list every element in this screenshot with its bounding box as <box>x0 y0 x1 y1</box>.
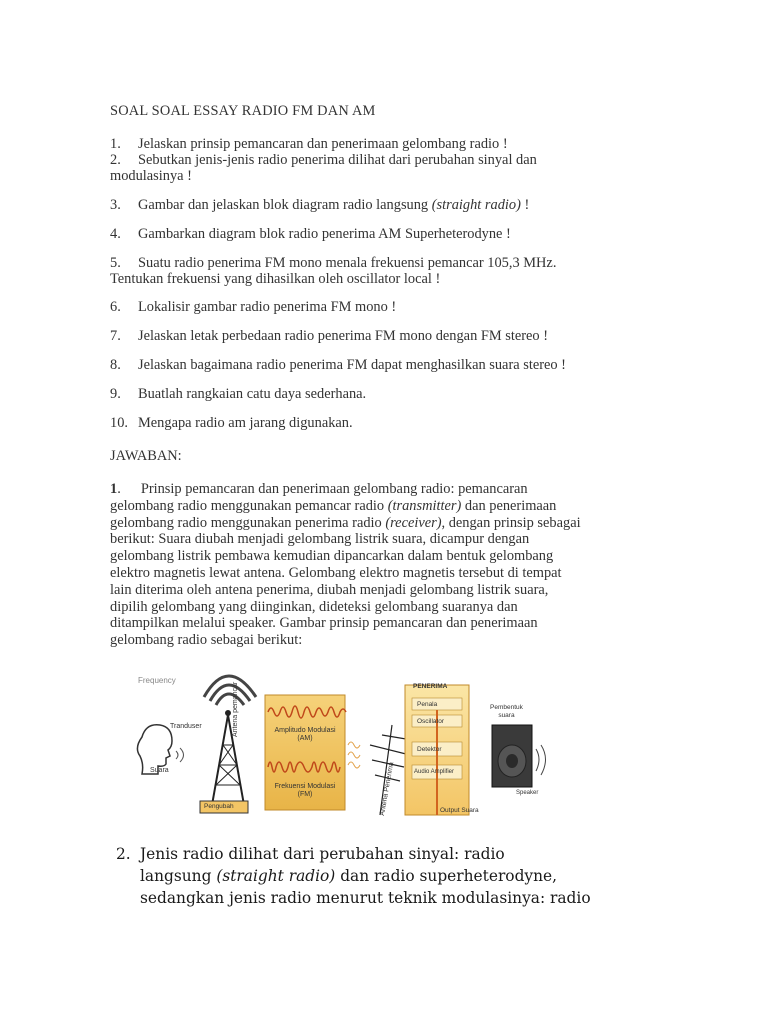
figure-label-pengubah: Pengubah <box>204 803 234 810</box>
figure-label-output-suara: Output Suara <box>440 807 479 814</box>
answer-2-line-2: langsung (straight radio) dan radio superheterodyne, <box>140 867 558 885</box>
question-3: 3. Gambar dan jelaskan blok diagram radio langsung (straight radio) ! <box>110 197 530 213</box>
figure-label-frequency: Frequency <box>138 676 176 685</box>
figure-label-fm: Frekuensi Modulasi (FM) <box>274 783 336 798</box>
question-4: 4. Gambarkan diagram blok radio penerima AM Superheterodyne ! <box>110 226 511 242</box>
figure-label-tranduser: Tranduser <box>170 723 202 730</box>
figure-label-am: Amplitudo Modulasi (AM) <box>274 727 336 742</box>
figure-label-antena-penerima: Antena Penerima <box>379 761 396 817</box>
answers-heading: JAWABAN: <box>110 448 182 464</box>
question-10: 10. Mengapa radio am jarang digunakan. <box>110 415 353 431</box>
figure-label-speaker: Speaker <box>516 790 539 796</box>
figure-label-suara: Suara <box>150 767 169 774</box>
question-8: 8. Jelaskan bagaimana radio penerima FM dapat menghasilkan suara stereo ! <box>110 357 566 373</box>
answer-1-line-10: gelombang radio sebagai berikut: <box>110 632 303 649</box>
figure-label-penala: Penala <box>417 701 438 708</box>
radio-principle-figure <box>120 665 560 825</box>
figure-label-antena-pemancar: Antena pemancar <box>232 681 239 737</box>
figure-label-detektor: Detektor <box>417 746 442 753</box>
question-2: 2. Sebutkan jenis-jenis radio penerima dilihat dari perubahan sinyal dan <box>110 152 537 168</box>
answer-2-line-3: sedangkan jenis radio menurut teknik modulasinya: radio <box>140 889 591 907</box>
answer-1-line-3: gelombang radio menggunakan penerima radio (receiver), dengan prinsip sebagai <box>110 514 581 531</box>
question-6: 6. Lokalisir gambar radio penerima FM mono ! <box>110 299 397 315</box>
propagation-waves-icon <box>348 742 360 768</box>
answer-1-line-8: dipilih gelombang yang diinginkan, dideteksi gelombang suaranya dan <box>110 598 518 615</box>
transmitter-tower-icon <box>212 710 244 805</box>
question-2-cont: modulasinya ! <box>110 168 192 184</box>
answer-1-line-6: elektro magnetis lewat antena. Gelombang elektro magnetis tersebut di tempat <box>110 564 562 581</box>
answer-1-line-4: berikut: Suara diubah menjadi gelombang listrik suara, dicampur dengan <box>110 531 530 548</box>
answer-1-line-2: gelombang radio menggunakan pemancar radio (transmitter) dan penerimaan <box>110 497 557 514</box>
figure-label-pembentuk-suara: Pembentuk suara <box>490 704 523 719</box>
question-9: 9. Buatlah rangkaian catu daya sederhana. <box>110 386 367 402</box>
answer-2 <box>116 843 591 909</box>
answer-1 <box>110 481 690 649</box>
answer-1-line-9: ditampilkan melalui speaker. Gambar prinsip pemancaran dan penerimaan <box>110 615 538 632</box>
figure-label-oscillator: Oscillator <box>417 718 445 725</box>
answer-1-line-5: gelombang listrik pembawa kemudian dipancarkan dalam bentuk gelombang <box>110 548 554 565</box>
question-7: 7. Jelaskan letak perbedaan radio penerima FM mono dengan FM stereo ! <box>110 328 549 344</box>
radiation-waves-icon <box>204 676 256 705</box>
speaker-icon <box>492 725 546 787</box>
radio-principle-diagram <box>120 665 560 825</box>
answer-1-line-1: 1. Prinsip pemancaran dan penerimaan gelombang radio: pemancaran <box>110 481 528 497</box>
question-5-cont: Tentukan frekuensi yang dihasilkan oleh oscillator local ! <box>110 271 441 287</box>
question-5: 5. Suatu radio penerima FM mono menala frekuensi pemancar 105,3 MHz. <box>110 255 557 271</box>
question-1: 1. Jelaskan prinsip pemancaran dan penerimaan gelombang radio ! <box>110 136 508 152</box>
document-title: SOAL SOAL ESSAY RADIO FM DAN AM <box>110 103 376 119</box>
answer-2-line-1: 2. Jenis radio dilihat dari perubahan sinyal: radio <box>116 845 505 863</box>
figure-label-penerima: PENERIMA <box>413 683 448 690</box>
answer-1-line-7: lain diterima oleh antena penerima, diubah menjadi gelombang listrik suara, <box>110 581 549 598</box>
figure-label-audio-amplifier: Audio Amplifier <box>414 769 455 775</box>
